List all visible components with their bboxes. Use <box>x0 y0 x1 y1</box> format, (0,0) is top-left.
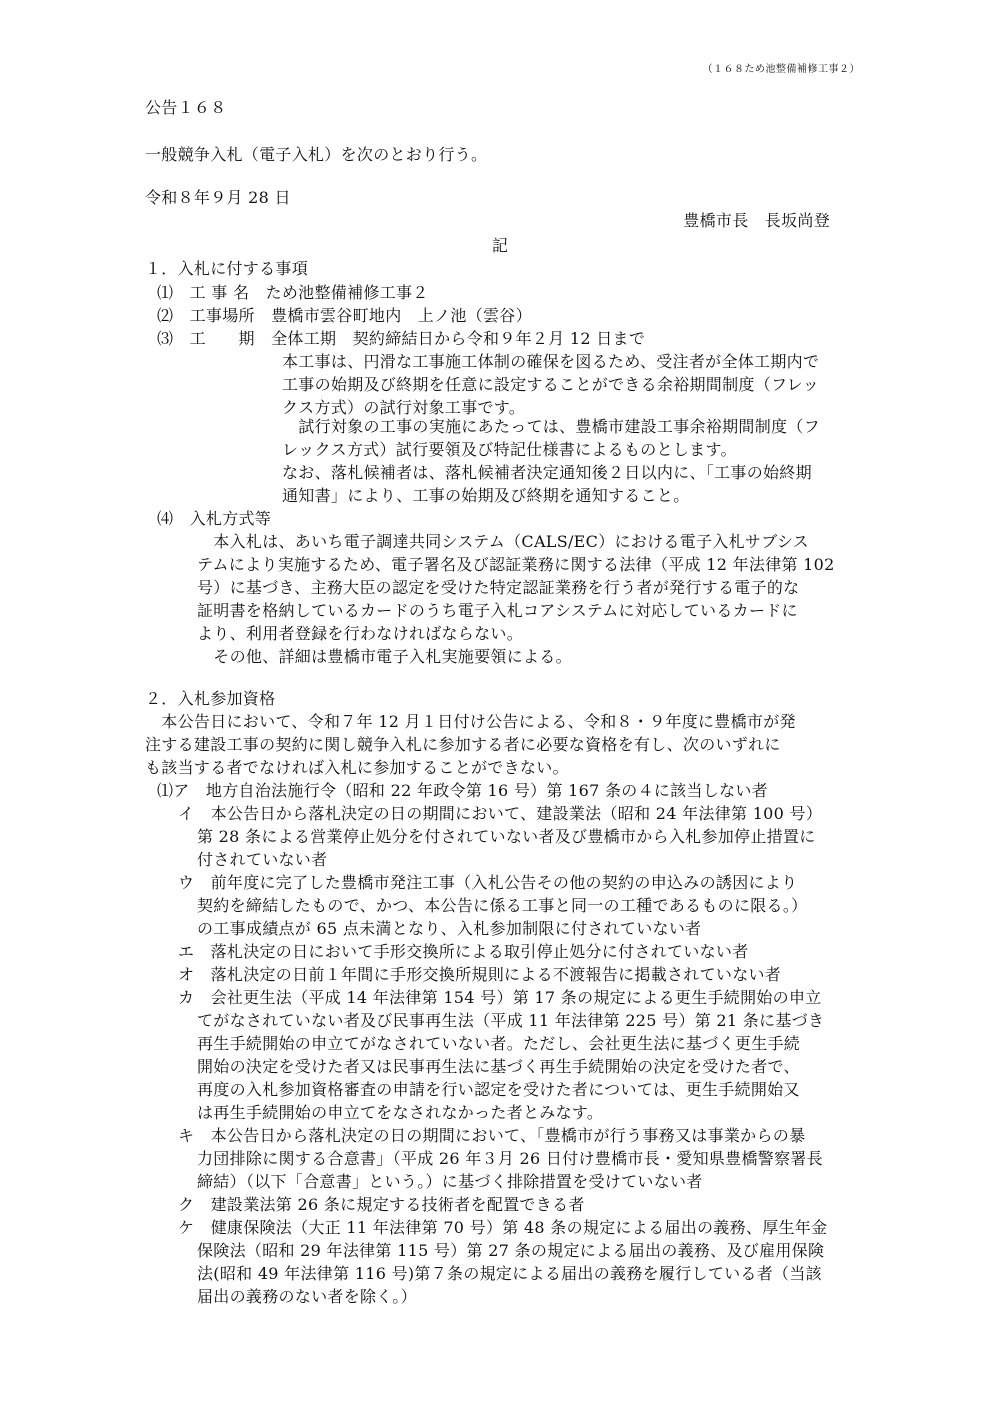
clause-i-line: 付されていない者 <box>197 850 328 869</box>
clause-a: ⑴ア 地方自治法施行令（昭和 22 年政令第 16 号）第 167 条の４に該当しない者 <box>157 781 768 800</box>
clause-i-line: 第 28 条による営業停止処分を付されていない者及び豊橋市から入札参加停止措置に <box>197 827 816 846</box>
clause-ke-line: 法(昭和 49 年法律第 116 号)第７条の規定による届出の義務を履行している者（当該 <box>197 1264 822 1283</box>
clause-u-line: の工事成績点が 65 点未満となり、入札参加制限に付されていない者 <box>197 919 702 938</box>
intro-text: 一般競争入札（電子入札）を次のとおり行う。 <box>145 145 488 164</box>
item3-line: 試行対象の工事の実施にあたっては、豊橋市建設工事余裕期間制度（フ <box>282 417 820 436</box>
item3-line: なお、落札候補者は、落札候補者決定通知後２日以内に、「工事の始終期 <box>282 463 812 482</box>
section2-intro-line: 注する建設工事の契約に関し競争入札に参加する者に必要な資格を有し、次のいずれに <box>145 735 781 754</box>
clause-ki-line: 力団排除に関する合意書」（平成 26 年３月 26 日付け豊橋市長・愛知県豊橋警察署長 <box>197 1149 823 1168</box>
section1-item3: ⑶ 工 期 全体工期 契約締結日から令和９年２月 12 日まで <box>157 329 646 348</box>
ki-heading: 記 <box>491 236 509 255</box>
section1-title: １．入札に付する事項 <box>145 259 309 278</box>
section1-item1: ⑴ 工 事 名 ため池整備補修工事２ <box>157 283 429 302</box>
clause-ka: カ 会社更生法（平成 14 年法律第 154 号）第 17 条の規定による更生手続開始の申立 <box>178 988 822 1007</box>
header-reference: （１６８ため池整備補修工事２） <box>702 64 860 75</box>
section1-item4: ⑷ 入札方式等 <box>157 509 272 528</box>
item4-line: 本入札は、あいち電子調達共同システム（CALS/EC）における電子入札サブシス <box>197 532 809 551</box>
clause-i: イ 本公告日から落札決定の日の期間において、建設業法（昭和 24 年法律第 100 号） <box>178 804 823 823</box>
clause-e: エ 落札決定の日において手形交換所による取引停止処分に付されていない者 <box>178 942 749 961</box>
item4-line: 号）に基づき、主務大臣の認定を受けた特定認証業務を行う者が発行する電子的な <box>197 578 800 597</box>
section1-item2: ⑵ 工事場所 豊橋市雲谷町地内 上ノ池（雲谷） <box>157 306 532 325</box>
item4-line: より、利用者登録を行わなければならない。 <box>197 624 524 643</box>
notice-number: 公告１６８ <box>145 98 227 117</box>
item4-line: その他、詳細は豊橋市電子入札実施要領による。 <box>197 647 572 666</box>
section2-title: ２．入札参加資格 <box>145 689 276 708</box>
item4-line: テムにより実施するため、電子署名及び認証業務に関する法律（平成 12 年法律第 102 <box>197 555 835 574</box>
item3-line: 通知書」により、工事の始期及び終期を通知すること。 <box>282 486 690 505</box>
clause-ka-line: 再度の入札参加資格審査の申請を行い認定を受けた者については、更生手続開始又 <box>197 1080 800 1099</box>
clause-ke: ケ 健康保険法（大正 11 年法律第 70 号）第 48 条の規定による届出の義務、厚生年金 <box>178 1218 828 1237</box>
section2-intro-line: も該当する者でなければ入札に参加することができない。 <box>145 758 569 777</box>
clause-ke-line: 保険法（昭和 29 年法律第 115 号）第 27 条の規定による届出の義務、及び雇用保険 <box>197 1241 825 1260</box>
item3-line: 本工事は、円滑な工事施工体制の確保を図るため、受注者が全体工期内で <box>282 352 820 371</box>
section2-intro-line: 本公告日において、令和７年 12 月１日付け公告による、令和８・９年度に豊橋市が発 <box>145 712 796 731</box>
clause-u-line: 契約を締結したもので、かつ、本公告に係る工事と同一の工種であるものに限る。） <box>197 896 808 915</box>
item4-line: 証明書を格納しているカードのうち電子入札コアシステムに対応しているカードに <box>197 601 798 620</box>
signatory: 豊橋市長 長坂尚登 <box>683 211 830 230</box>
notice-date: 令和８年９月 28 日 <box>145 188 291 207</box>
clause-ku: ク 建設業法第 26 条に規定する技術者を配置できる者 <box>178 1195 585 1214</box>
item3-line: クス方式）の試行対象工事です。 <box>282 398 526 417</box>
clause-ka-line: は再生手続開始の申立てをなされなかった者とみなす。 <box>197 1103 604 1122</box>
clause-ke-line: 届出の義務のない者を除く。） <box>197 1287 417 1306</box>
clause-ka-line: てがなされていない者及び民事再生法（平成 11 年法律第 225 号）第 21 条に基づき <box>197 1011 825 1030</box>
clause-ka-line: 再生手続開始の申立てがなされていない者。ただし、会社更生法に基づく更生手続 <box>197 1034 801 1053</box>
clause-u: ウ 前年度に完了した豊橋市発注工事（入札公告その他の契約の申込みの誘因により <box>178 873 798 892</box>
clause-o: オ 落札決定の日前１年間に手形交換所規則による不渡報告に掲載されていない者 <box>178 965 782 984</box>
item3-line: 工事の始期及び終期を任意に設定することができる余裕期間制度（フレッ <box>282 375 820 394</box>
clause-ki-line: 締結）（以下「合意書」という。）に基づく排除措置を受けていない者 <box>197 1172 703 1191</box>
clause-ki: キ 本公告日から落札決定の日の期間において、「豊橋市が行う事務又は事業からの暴 <box>178 1126 806 1145</box>
clause-ka-line: 開始の決定を受けた者又は民事再生法に基づく再生手続開始の決定を受けた者で、 <box>197 1057 800 1076</box>
item3-line: レックス方式）試行要領及び特記仕様書によるものとします。 <box>282 440 737 459</box>
